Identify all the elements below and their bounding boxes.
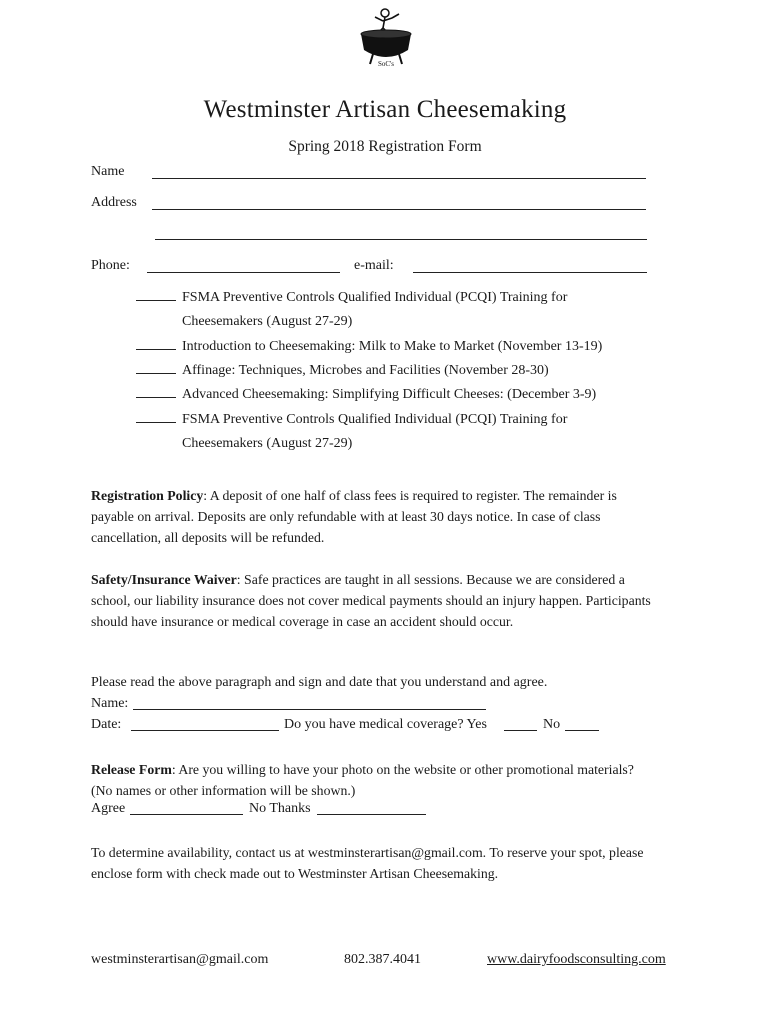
name-label: Name (91, 164, 125, 179)
footer-phone: 802.387.4041 (344, 952, 421, 967)
address-label: Address (91, 195, 137, 210)
medical-yes-field[interactable] (504, 730, 537, 731)
registration-policy-heading: Registration Policy (91, 488, 204, 503)
medical-question: Do you have medical coverage? Yes (284, 717, 487, 732)
page-subtitle: Spring 2018 Registration Form (288, 138, 482, 155)
release-form-heading: Release Form (91, 762, 172, 777)
course-title: Introduction to Cheesemaking: Milk to Make to Market (November 13-19) (182, 339, 603, 354)
phone-field[interactable] (147, 272, 340, 273)
course-title-cont: Cheesemakers (August 27-29) (182, 314, 353, 329)
email-label: e-mail: (354, 258, 394, 273)
agreement-name-label: Name: (91, 696, 129, 711)
medical-no-field[interactable] (565, 730, 599, 731)
course-title-cont: Cheesemakers (August 27-29) (182, 436, 353, 451)
agreement-instruction: Please read the above paragraph and sign and date that you understand and agree. (91, 675, 548, 690)
safety-waiver-text: : Safe practices are taught in all sessions. Because we are considered a school, our liability insurance does not cover medical payments should an injury happen. Participants should have insurance or medical coverage in case an accident should occur. (91, 572, 651, 629)
course-item (136, 408, 656, 456)
course-item (136, 383, 656, 407)
release-form-text: : Are you willing to have your photo on the website or other promotional materials? (No names or other information will be shown.) (91, 762, 634, 798)
release-agree-label: Agree (91, 801, 126, 816)
course-title: Affinage: Techniques, Microbes and Facilities (November 28-30) (182, 363, 549, 378)
medical-no-label: No (543, 717, 561, 732)
release-no-thanks-label: No Thanks (249, 801, 311, 816)
contact-text: To determine availability, contact us at westminsterartisan@gmail.com. To reserve your spot, please enclose form with check made out to Westminster Artisan Cheesemaking. (91, 845, 644, 881)
email-field[interactable] (413, 272, 647, 273)
logo-text: SoC's (377, 60, 395, 68)
cauldron-logo-icon (355, 4, 417, 70)
course-checkbox-blank[interactable] (136, 338, 176, 350)
release-form (91, 759, 651, 801)
course-title: FSMA Preventive Controls Qualified Individual (PCQI) Training for (182, 290, 568, 305)
page-title: Westminster Artisan Cheesemaking (203, 96, 567, 123)
course-item (136, 335, 656, 359)
course-title: FSMA Preventive Controls Qualified Individual (PCQI) Training for (182, 412, 568, 427)
course-item (136, 359, 656, 383)
course-checkbox-blank[interactable] (136, 411, 176, 423)
course-item (136, 286, 656, 334)
safety-waiver-heading: Safety/Insurance Waiver (91, 572, 237, 587)
safety-waiver (91, 569, 651, 632)
footer-email[interactable]: westminsterartisan@gmail.com (91, 952, 269, 967)
registration-policy-text: : A deposit of one half of class fees is required to register. The remainder is payable on arrival. Deposits are only refundable with at least 30 days notice. In case of class cancellation, all deposits will be refunded. (91, 488, 617, 545)
phone-label: Phone: (91, 258, 130, 273)
agreement-date-field[interactable] (131, 730, 279, 731)
registration-policy (91, 485, 651, 548)
agreement-date-label: Date: (91, 717, 122, 732)
course-checkbox-blank[interactable] (136, 386, 176, 398)
course-checkbox-blank[interactable] (136, 289, 176, 301)
course-checkbox-blank[interactable] (136, 362, 176, 374)
address-field-line-2[interactable] (155, 239, 647, 240)
release-no-thanks-field[interactable] (317, 814, 426, 815)
agreement-name-field[interactable] (133, 709, 486, 710)
address-field-line-1[interactable] (152, 209, 646, 210)
name-field[interactable] (152, 178, 646, 179)
course-title: Advanced Cheesemaking: Simplifying Difficult Cheeses: (December 3-9) (182, 387, 597, 402)
footer-website-link[interactable]: www.dairyfoodsconsulting.com (487, 952, 666, 967)
release-agree-field[interactable] (130, 814, 243, 815)
